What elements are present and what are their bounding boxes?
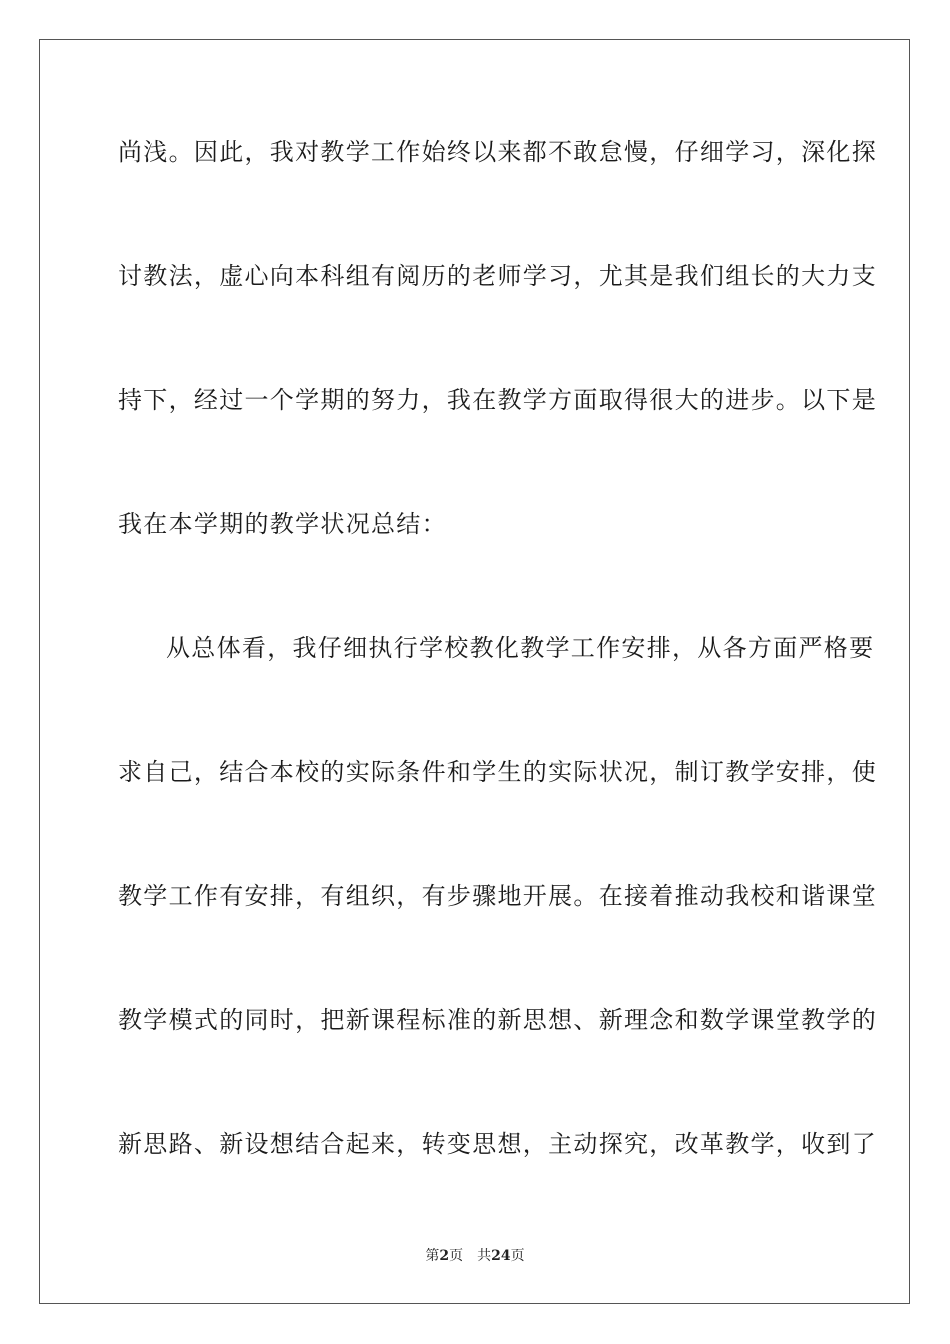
page-footer xyxy=(0,1246,950,1266)
paragraph-first-line: 从总体看，我仔细执行学校教化教学工作安排，从各方面严格要 xyxy=(166,634,875,662)
total-pages-number: 24 xyxy=(491,1248,511,1264)
body-text-line: 新思路、新设想结合起来，转变思想，主动探究，改革教学，收到了 xyxy=(118,1130,877,1158)
body-text-line: 我在本学期的教学状况总结： xyxy=(118,510,447,538)
body-text-line: 持下，经过一个学期的努力，我在教学方面取得很大的进步。以下是 xyxy=(118,386,877,414)
body-text-line: 讨教法，虚心向本科组有阅历的老师学习，尤其是我们组长的大力支 xyxy=(118,262,877,290)
body-text-line: 教学工作有安排，有组织，有步骤地开展。在接着推动我校和谐课堂 xyxy=(118,882,877,910)
total-pages-prefix: 共 xyxy=(477,1248,492,1264)
page-border xyxy=(39,39,910,1304)
page-number-prefix: 第 xyxy=(425,1248,440,1264)
current-page-number: 2 xyxy=(439,1248,450,1264)
total-pages-suffix: 页 xyxy=(510,1248,525,1264)
page-number-suffix: 页 xyxy=(449,1248,464,1264)
body-text-line: 求自己，结合本校的实际条件和学生的实际状况，制订教学安排，使 xyxy=(118,758,877,786)
body-text-line: 教学模式的同时，把新课程标准的新思想、新理念和数学课堂教学的 xyxy=(118,1006,877,1034)
body-text-line: 尚浅。因此，我对教学工作始终以来都不敢怠慢，仔细学习，深化探 xyxy=(118,138,877,166)
